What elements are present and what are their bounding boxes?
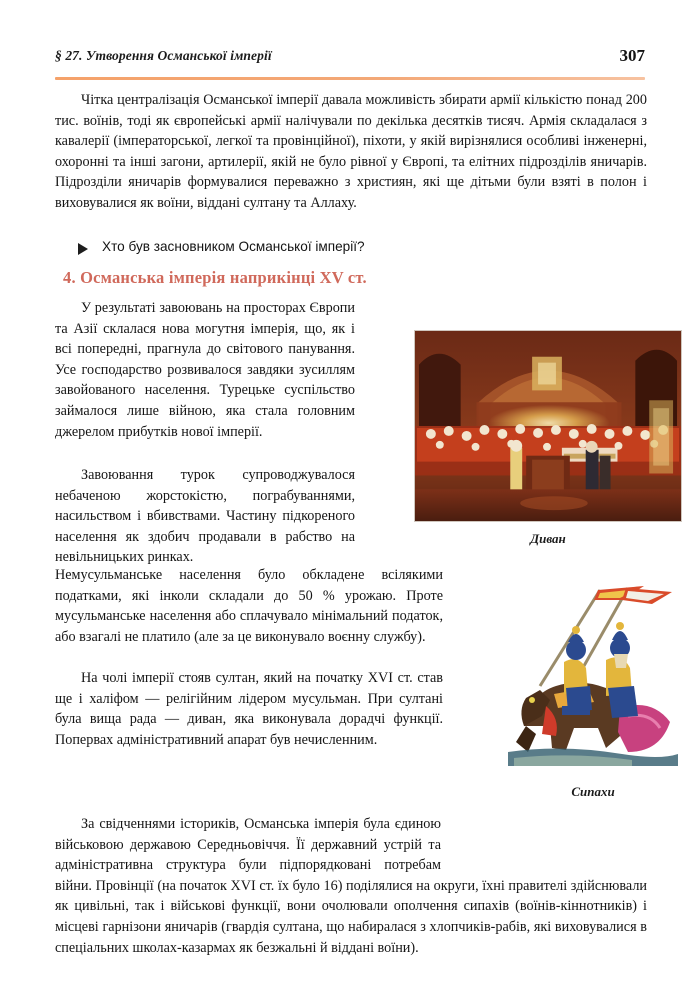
paragraph-2: Завоювання турок супроводжувалося небаченою жорстокістю, пограбуваннями, насильством і вбивствами. Частину підкореного населення як здобич продавали в рабство на невільницьких ринках. <box>55 467 355 566</box>
paragraph-intro: Чітка централізація Османської імперії давала можливість збирати армії кількістю понад 200 тис. воїнів, тоді як європейські армії налічували по декілька десятків тисяч. Армія складалася з кавалерії (імператорської, легкої та провінційної), піхоти, у якій вирізнялися особливі інженерні, охоронні та інші загони, артилерії, якій не було рівної у Європі, та елітних підрозділів яничарів. Підрозділи яничарів формувалися переважно з християн, які ще дітьми були взяті в полон і виховувалися як воїни, віддані султану та Аллаху. <box>55 92 647 211</box>
body-column-1 <box>55 298 355 442</box>
paragraph-5: За свідченнями істориків, Османська імперія була єдиною військовою державою Середньовіччя. Її державний устрій та адміністративна структура були підпорядковані потребам війни. Провінції (на початок XVI ст. їх було 16) поділялися на округи, їхні правителі здійснювали як цивільні, так і військові функції, вони очолювали ополчення сипахів (воїнів-кіннотників) і місцеві гарнізони яничарів (гвардія султана, що набиралася з хлопчиків-рабів, які виховувалися в спеціальних школах-казармах як безжальні й віддані воїни). <box>55 816 647 956</box>
running-head <box>55 48 645 74</box>
sipahi-illustration-image <box>502 576 684 772</box>
body-column-5 <box>55 814 647 958</box>
figure-wrap-spacer <box>441 814 647 858</box>
figure-divan <box>414 330 682 547</box>
header-rule <box>55 77 645 80</box>
section-heading: 4. Османська імперія наприкінці XV ст. <box>63 268 367 287</box>
paragraph-4: На чолі імперії стояв султан, який на початку XVI ст. став ще і халіфом — релігійним лідером мусульман. При султані була вища рада — диван, яка виконувала дорадчі функції. Попервах адміністративний апарат був нечисленним. <box>55 670 443 748</box>
triangle-right-icon <box>78 243 88 255</box>
divan-painting-image <box>414 330 682 522</box>
question-text: Хто був засновником Османської імперії? <box>102 239 365 254</box>
body-column-3 <box>55 565 443 647</box>
question-row <box>78 238 638 256</box>
paragraph-3: Немусульманське населення було обкладене всілякими податками, які інколи складали до 50 % урожаю. Проте мусульманське населення або сплачувало мінімальний податок, або взагалі не платило (але за це виконувало воєнну службу). <box>55 567 443 645</box>
figure-divan-caption: Диван <box>530 531 566 546</box>
figure-sipahi <box>502 576 684 800</box>
figure-sipahi-caption: Сипахи <box>571 784 615 799</box>
body-column-2 <box>55 465 355 568</box>
page-number: 307 <box>619 46 645 65</box>
running-head-title: § 27. Утворення Османської імперії <box>55 48 272 63</box>
intro-paragraph-block <box>55 90 647 214</box>
body-column-4 <box>55 668 443 750</box>
paragraph-1: У результаті завоювань на просторах Європи та Азії склалася нова могутня імперія, що, як і всі попередні, прагнула до світового панування. Усе господарство розвивалося завдяки зусиллям завойованого населення. Турецьке суспільство займалося лише війною, яка стала головним джерелом прибутків нової імперії. <box>55 300 355 440</box>
